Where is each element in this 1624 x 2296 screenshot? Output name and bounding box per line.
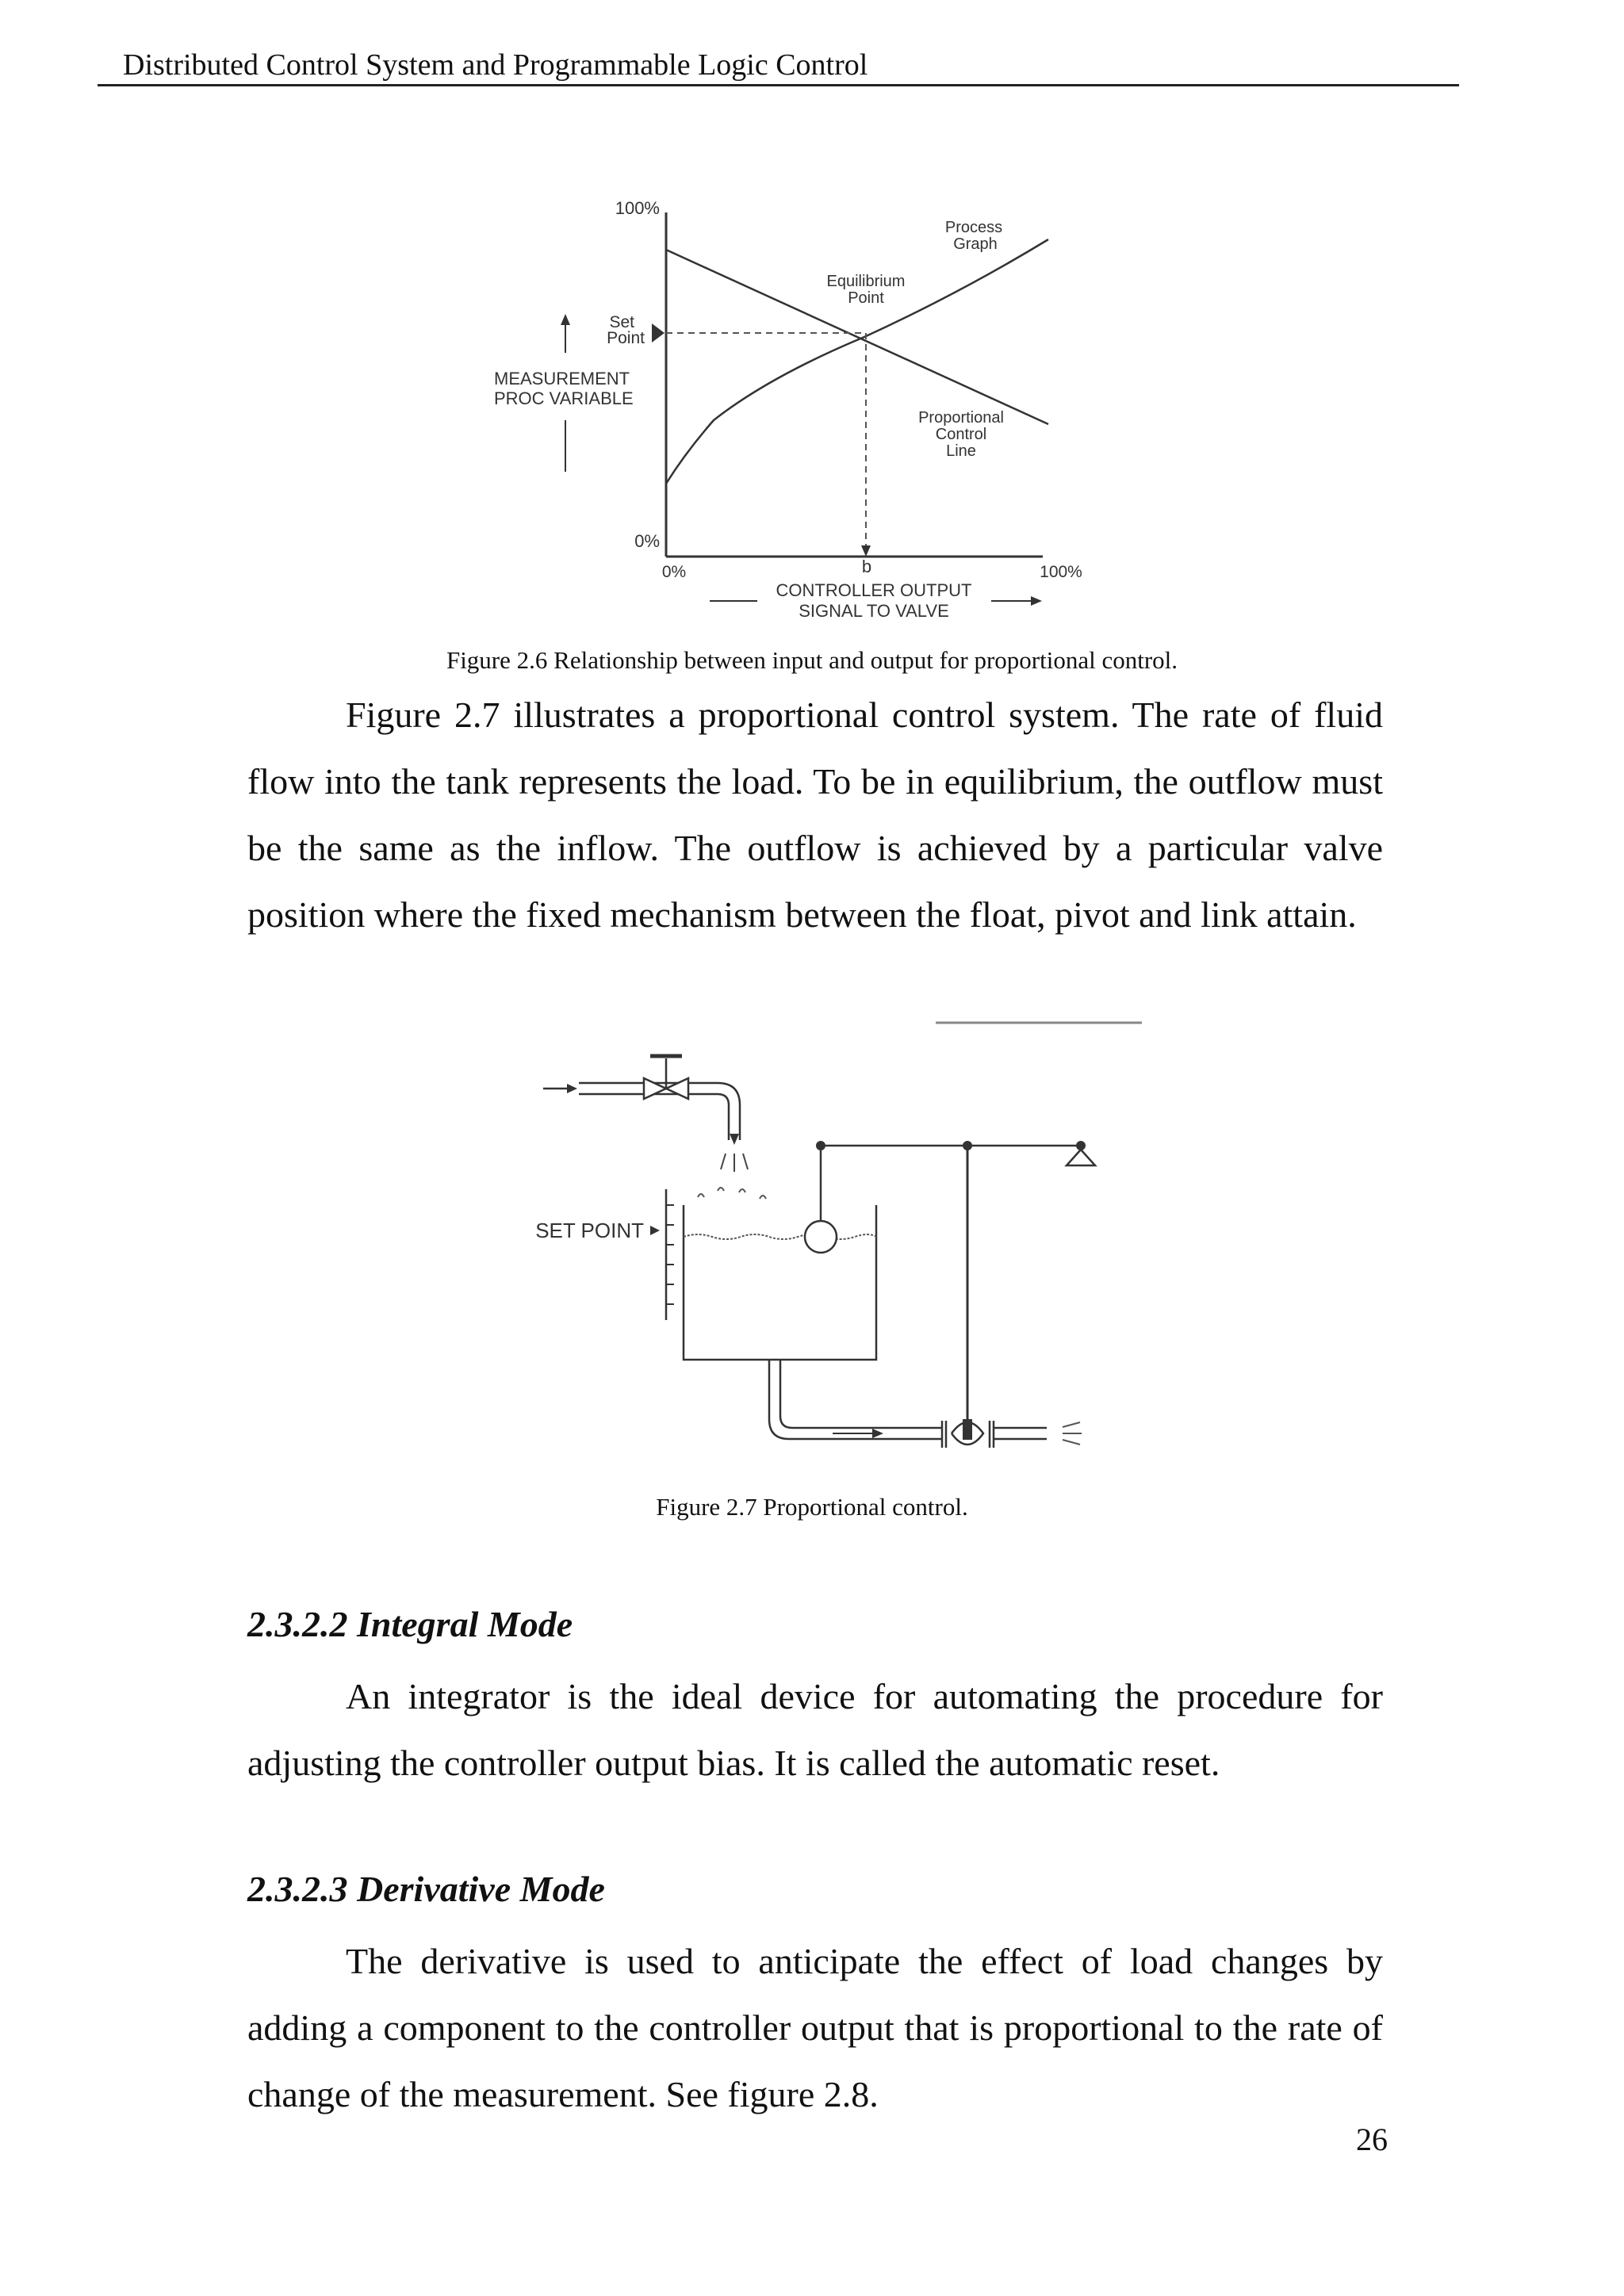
inlet-valve-right — [666, 1078, 688, 1099]
float — [805, 1221, 837, 1253]
controller-output-arrowhead — [1031, 596, 1042, 606]
outlet-valve-plug — [963, 1419, 972, 1440]
running-header — [98, 46, 1459, 86]
tank — [684, 1205, 876, 1360]
proportional-label-2: Control — [935, 426, 987, 443]
figure-2-6-graph — [476, 190, 1094, 634]
figure-2-7-caption: Figure 2.7 Proportional control. — [656, 1493, 968, 1521]
inlet-arrowhead — [567, 1084, 577, 1093]
outlet-pipe-downstream — [994, 1428, 1047, 1439]
x-right-label: 100% — [1040, 563, 1082, 581]
derivative-mode-body: The derivative is used to anticipate the effect of load changes by adding a component to the controller output that is proportional to the rate of change of the measurement. See figure 2.8. — [247, 1941, 1383, 2114]
outlet-flow-arrowhead — [872, 1429, 883, 1438]
controller-output-label-1: CONTROLLER OUTPUT — [776, 580, 972, 600]
set-point-marker — [650, 1226, 660, 1235]
x-mid-label: b — [861, 557, 872, 576]
set-point-label: SET POINT — [535, 1219, 644, 1242]
y-top-label: 100% — [615, 198, 660, 218]
proportional-label-1: Proportional — [918, 409, 1004, 427]
set-point-label-2: Point — [607, 329, 645, 347]
inlet-valve-left — [644, 1078, 666, 1099]
set-point-marker — [652, 323, 665, 342]
set-point-label-1: Set — [609, 313, 634, 331]
page-number: 26 — [1356, 2122, 1388, 2157]
b-arrowhead — [861, 545, 871, 557]
controller-output-label-2: SIGNAL TO VALVE — [799, 601, 949, 621]
outlet-spray — [1063, 1422, 1082, 1445]
measurement-arrowhead — [561, 314, 570, 325]
splash — [698, 1188, 766, 1199]
derivative-mode-heading: 2.3.2.3 Derivative Mode — [247, 1869, 605, 1909]
measurement-label-1: MEASUREMENT — [494, 369, 630, 388]
outlet-pipe — [769, 1360, 942, 1439]
figure-2-7-diagram — [508, 1007, 1142, 1483]
float-joint — [816, 1141, 825, 1150]
flow-arrow-down — [730, 1134, 739, 1145]
process-graph-label-1: Process — [944, 219, 1003, 236]
equilibrium-label-1: Equilibrium — [826, 273, 906, 290]
water-drop-3 — [743, 1154, 748, 1169]
integral-mode-body: An integrator is the ideal device for automating the procedure for adjusting the controller output bias. It is called the automatic reset. — [247, 1676, 1383, 1783]
proportional-label-3: Line — [946, 442, 976, 460]
equilibrium-label-2: Point — [848, 289, 884, 307]
water-level — [684, 1234, 876, 1239]
paragraph-figure-2-7-description: Figure 2.7 illustrates a proportional control system. The rate of fluid flow into the tank represents the load. To be in equilibrium, the outflow must be the same as the inflow. The outflow is achieved by a particular valve position where the fixed mechanism between the float, pivot and link attain. — [247, 695, 1383, 935]
process-graph-label-2: Graph — [953, 235, 998, 253]
x-left-label: 0% — [661, 563, 687, 581]
figure-2-6-caption: Figure 2.6 Relationship between input and output for proportional control. — [446, 646, 1178, 674]
pivot-support — [1067, 1150, 1095, 1165]
water-drop-1 — [721, 1154, 726, 1169]
integral-mode-heading: 2.3.2.2 Integral Mode — [247, 1604, 573, 1644]
y-bottom-label: 0% — [634, 531, 660, 551]
running-header-title: Distributed Control System and Programmable Logic Control — [123, 48, 868, 82]
measurement-label-2: PROC VARIABLE — [494, 388, 634, 408]
